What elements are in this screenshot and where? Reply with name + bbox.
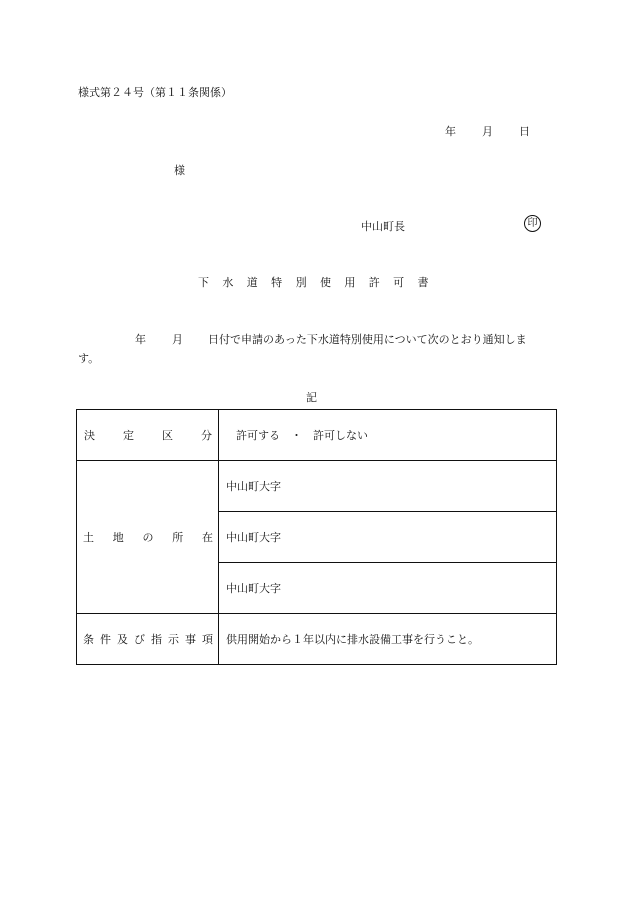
title-char: 書	[417, 276, 429, 289]
permit-table	[76, 409, 557, 665]
issuer-name: 中山町長	[361, 220, 405, 233]
title-char: 可	[393, 276, 405, 289]
document-title	[198, 274, 442, 290]
label-char: 項	[202, 633, 213, 646]
title-char: 別	[295, 276, 307, 289]
title-char: 水	[222, 276, 234, 289]
label-char: の	[142, 531, 154, 544]
conditions-label	[77, 614, 219, 665]
body-year: 年	[135, 333, 146, 346]
table-row	[77, 461, 557, 512]
label-char: 地	[112, 531, 124, 544]
table-row	[77, 614, 557, 665]
label-char: 土	[83, 531, 94, 544]
addressee: 様	[174, 164, 185, 177]
body-month: 月	[172, 333, 183, 346]
title-char: 道	[246, 276, 258, 289]
label-char: 条	[83, 633, 94, 646]
table-row	[77, 410, 557, 461]
body-text-line2: す。	[78, 352, 100, 365]
decision-value: 許可する ・ 許可しない	[219, 410, 557, 461]
title-char: 使	[319, 276, 331, 289]
title-char: 下	[198, 276, 209, 289]
label-char: 指	[151, 633, 162, 646]
date-line	[445, 123, 530, 139]
location-label	[77, 461, 219, 614]
ki-heading: 記	[306, 391, 317, 404]
label-char: 及	[117, 633, 128, 646]
title-char: 特	[271, 276, 283, 289]
title-char: 許	[368, 276, 380, 289]
label-char: 定	[123, 429, 134, 442]
label-char: 分	[201, 429, 212, 442]
location-value-1: 中山町大字	[219, 461, 557, 512]
date-year: 年	[445, 125, 456, 138]
label-char: び	[134, 633, 145, 646]
label-char: 件	[100, 633, 111, 646]
label-char: 区	[162, 429, 173, 442]
label-char: 在	[202, 531, 213, 544]
label-char: 決	[84, 429, 95, 442]
body-text-line1: 日付で申請のあった下水道特別使用について次のとおり通知しま	[208, 333, 527, 346]
label-char: 事	[185, 633, 196, 646]
label-char: 所	[172, 531, 184, 544]
title-char: 用	[344, 276, 356, 289]
decision-label	[77, 410, 219, 461]
date-month: 月	[482, 125, 493, 138]
conditions-value: 供用開始から１年以内に排水設備工事を行うこと。	[219, 614, 557, 665]
seal-mark: 印	[524, 215, 541, 232]
form-number: 様式第２４号（第１１条関係）	[78, 86, 232, 99]
location-value-2: 中山町大字	[219, 512, 557, 563]
label-char: 示	[168, 633, 179, 646]
date-day: 日	[519, 125, 530, 138]
location-value-3: 中山町大字	[219, 563, 557, 614]
